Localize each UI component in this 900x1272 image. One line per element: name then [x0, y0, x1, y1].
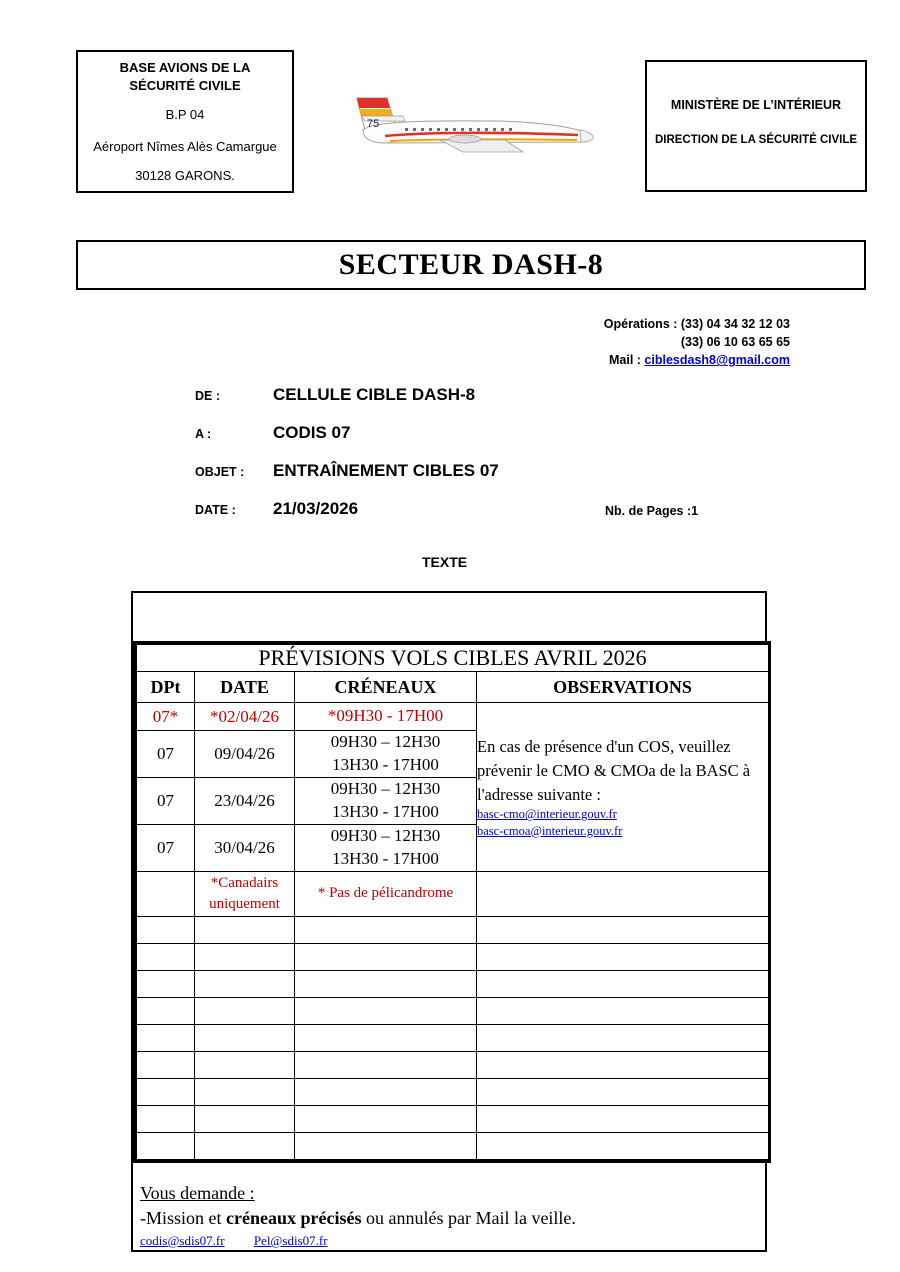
- footer-block: [140, 1183, 760, 1249]
- ops-phone: Opérations : (33) 04 34 32 12 03: [603, 317, 790, 331]
- footer-mission-pre: -Mission et: [140, 1208, 227, 1228]
- base-address-box: [76, 50, 294, 193]
- table-empty-row: [137, 997, 769, 1024]
- base-name-line-2: SÉCURITÉ CIVILE: [129, 77, 241, 93]
- creneau-morning: 09H30 – 12H30: [330, 825, 441, 845]
- table-empty-row: [137, 1024, 769, 1051]
- creneau-afternoon: 13H30 - 17H00: [332, 848, 439, 868]
- table-header-row: [137, 672, 769, 703]
- objet-label: OBJET :: [195, 465, 245, 479]
- cell-dpt: [137, 703, 195, 731]
- cell-date: 30/04/26: [195, 824, 295, 871]
- footer-mission-post: ou annulés par Mail la veille.: [361, 1208, 576, 1228]
- forecast-table-container: [133, 641, 771, 1163]
- footer-mission-bold: créneaux précisés: [226, 1208, 362, 1228]
- cell-empty: [295, 1024, 477, 1051]
- cell-dpt: 07: [137, 731, 195, 778]
- footer-emails: [140, 1233, 760, 1249]
- creneau-morning: 09H30 – 12H30: [330, 732, 441, 751]
- mail-line: [604, 351, 790, 369]
- meta-row-objet: [195, 461, 855, 499]
- note-canadairs-line-2: uniquement: [209, 895, 280, 912]
- footer-request-label: Vous demande :: [140, 1183, 255, 1203]
- cell-empty: [295, 943, 477, 970]
- note-canadairs-line-1: *Canadairs: [210, 874, 279, 891]
- a-value: CODIS 07: [273, 423, 351, 442]
- codis-email-link[interactable]: codis@sdis07.fr: [140, 1233, 225, 1248]
- cell-empty: [137, 1051, 195, 1078]
- cell-empty: [137, 1132, 195, 1159]
- cell-empty: [195, 943, 295, 970]
- meta-row-de: [195, 385, 855, 423]
- meta-fields: [195, 385, 855, 537]
- cell-empty: [477, 1024, 769, 1051]
- cell-creneaux: [295, 731, 477, 778]
- basc-cmo-email-link[interactable]: basc-cmo@interieur.gouv.fr: [477, 807, 617, 822]
- cell-empty: [195, 997, 295, 1024]
- aircraft-tail-number: 75: [367, 118, 380, 130]
- de-label: DE :: [195, 389, 220, 403]
- table-row: [137, 703, 769, 731]
- table-empty-row: [137, 970, 769, 997]
- table-note-row: [137, 871, 769, 916]
- cell-dpt-text: 07*: [152, 706, 179, 726]
- meta-row-date: [195, 499, 855, 537]
- ministry-line-2: DIRECTION DE LA SÉCURITÉ CIVILE: [654, 134, 858, 146]
- document-header: [0, 50, 900, 200]
- cell-empty: [195, 1024, 295, 1051]
- cell-empty: [137, 997, 195, 1024]
- cell-empty: [195, 1078, 295, 1105]
- cell-empty: [477, 1132, 769, 1159]
- table-empty-row: [137, 1051, 769, 1078]
- cell-empty: [295, 1078, 477, 1105]
- base-po-box: B.P 04: [165, 107, 205, 123]
- cell-empty: [295, 1132, 477, 1159]
- cell-empty: [295, 1051, 477, 1078]
- date-value: 21/03/2026: [273, 499, 359, 518]
- table-empty-row: [137, 1078, 769, 1105]
- de-value: CELLULE CIBLE DASH-8: [273, 385, 476, 404]
- basc-cmoa-email-link[interactable]: basc-cmoa@interieur.gouv.fr: [477, 823, 623, 838]
- meta-row-a: [195, 423, 855, 461]
- cell-date: [195, 703, 295, 731]
- ops-mobile: (33) 06 10 63 65 65: [680, 335, 790, 350]
- note-canadairs: [195, 871, 295, 916]
- footer-mission-line: [140, 1208, 760, 1229]
- column-header-date: DATE: [195, 672, 295, 703]
- cell-empty: [195, 1105, 295, 1132]
- cell-dpt-empty: [137, 871, 195, 916]
- date-label: DATE :: [195, 503, 236, 517]
- forecast-table: [136, 644, 769, 1160]
- creneau-morning: 09H30 – 12H30: [330, 778, 441, 798]
- cell-observations-empty: [477, 871, 769, 916]
- cell-empty: [477, 997, 769, 1024]
- table-empty-row: [137, 1105, 769, 1132]
- texte-label: TEXTE: [422, 554, 468, 570]
- column-header-dpt: DPt: [137, 672, 195, 703]
- cell-empty: [137, 1105, 195, 1132]
- creneau-afternoon: 13H30 - 17H00: [332, 754, 439, 774]
- cell-dpt: 07: [137, 777, 195, 824]
- cell-empty: [295, 970, 477, 997]
- cell-empty: [295, 997, 477, 1024]
- cell-empty: [477, 1105, 769, 1132]
- cell-observations: [477, 703, 769, 872]
- ops-email-link[interactable]: ciblesdash8@gmail.com: [644, 353, 790, 368]
- cell-empty: [195, 1132, 295, 1159]
- cell-empty: [137, 916, 195, 943]
- table-empty-row: [137, 916, 769, 943]
- cell-empty: [137, 1078, 195, 1105]
- ministry-box: [645, 60, 867, 192]
- note-pelicandrome: * Pas de pélicandrome: [295, 871, 477, 916]
- cell-date-text: *02/04/26: [210, 706, 279, 726]
- ministry-line-1: MINISTÈRE DE L’INTÉRIEUR: [670, 98, 842, 112]
- cell-empty: [295, 1105, 477, 1132]
- page-count: Nb. de Pages :1: [605, 504, 699, 518]
- cell-empty: [195, 1051, 295, 1078]
- cell-creneaux: [295, 777, 477, 824]
- column-header-observations: OBSERVATIONS: [477, 672, 769, 703]
- creneau-afternoon: 13H30 - 17H00: [332, 801, 439, 821]
- contact-block: [604, 315, 790, 369]
- cell-empty: [295, 916, 477, 943]
- column-header-creneaux: CRÉNEAUX: [295, 672, 477, 703]
- cell-empty: [477, 1078, 769, 1105]
- cell-creneaux: [295, 703, 477, 731]
- cell-empty: [477, 943, 769, 970]
- cell-empty: [477, 970, 769, 997]
- a-label: A :: [195, 427, 212, 441]
- cell-creneaux: [295, 824, 477, 871]
- observations-text: En cas de présence d'un COS, veuillez prévenir le CMO & CMOa de la BASC à l'adresse suivante :: [477, 736, 751, 804]
- table-caption: PRÉVISIONS VOLS CIBLES AVRIL 2026: [137, 645, 769, 672]
- cell-empty: [137, 970, 195, 997]
- cell-empty: [137, 1024, 195, 1051]
- pel-email-link[interactable]: Pel@sdis07.fr: [253, 1233, 328, 1248]
- page-title: SECTEUR DASH-8: [76, 240, 866, 290]
- mail-label: Mail :: [608, 353, 641, 368]
- base-airport: Aéroport Nîmes Alès Camargue: [93, 138, 277, 154]
- cell-creneaux-text: *09H30 - 17H00: [327, 706, 444, 726]
- cell-date: 23/04/26: [195, 777, 295, 824]
- cell-date: 09/04/26: [195, 731, 295, 778]
- base-name-line-1: BASE AVIONS DE LA: [119, 60, 251, 75]
- cell-empty: [137, 943, 195, 970]
- table-caption-row: [137, 645, 769, 672]
- dash8-aircraft-illustration: [345, 90, 605, 160]
- cell-dpt: 07: [137, 824, 195, 871]
- objet-value: ENTRAÎNEMENT CIBLES 07: [273, 461, 499, 480]
- table-empty-row: [137, 1132, 769, 1159]
- table-empty-row: [137, 943, 769, 970]
- cell-empty: [477, 916, 769, 943]
- cell-empty: [477, 1051, 769, 1078]
- cell-empty: [195, 970, 295, 997]
- base-city: 30128 GARONS.: [135, 168, 235, 184]
- cell-empty: [195, 916, 295, 943]
